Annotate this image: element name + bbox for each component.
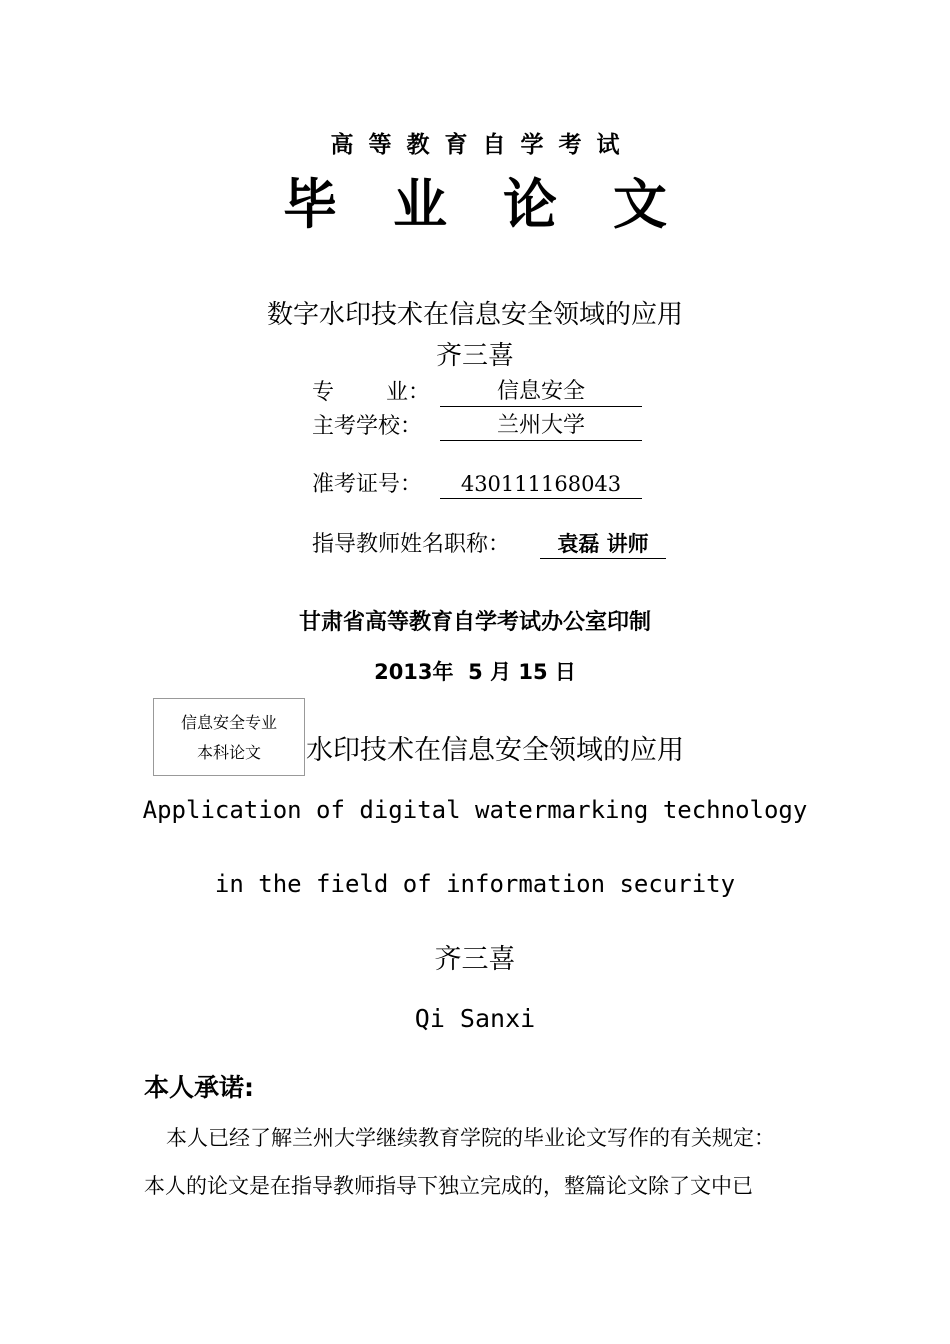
school-row xyxy=(312,412,585,442)
category-label-box xyxy=(153,698,305,776)
major-row xyxy=(312,378,585,408)
thesis-title-en-line2: in the field of information security xyxy=(214,870,736,898)
advisor-row xyxy=(312,530,649,560)
author-name-cover: 齐三喜 xyxy=(435,341,514,371)
exam-id-row xyxy=(312,470,622,500)
thesis-label: 毕业论文 xyxy=(283,173,723,236)
school-value: 兰州大学 xyxy=(440,412,642,441)
exam-id-value: 430111168043 xyxy=(440,470,642,499)
category-label-line1: 信息安全专业 xyxy=(180,713,277,732)
issuing-office: 甘肃省高等教育自学考试办公室印制 xyxy=(298,610,651,635)
thesis-title-cn-second: 水印技术在信息安全领域的应用 xyxy=(306,735,684,766)
pledge-text-line1: 本人已经了解兰州大学继续教育学院的毕业论文写作的有关规定： xyxy=(166,1126,775,1150)
advisor-label: 指导教师姓名职称： xyxy=(312,532,511,557)
issue-date: 2013年 5 月 15 日 xyxy=(374,660,576,684)
major-label-a: 专 xyxy=(312,380,335,405)
major-label-b: 业： xyxy=(386,380,431,405)
major-value: 信息安全 xyxy=(440,378,642,407)
school-label: 主考学校： xyxy=(312,414,423,439)
exam-id-label: 准考证号： xyxy=(312,472,423,497)
category-label-line2: 本科论文 xyxy=(196,743,261,762)
advisor-value: 袁磊 讲师 xyxy=(540,530,666,559)
pledge-heading: 本人承诺: xyxy=(144,1073,254,1102)
author-name-en: Qi Sanxi xyxy=(414,1004,536,1033)
exam-header: 高等教育自学考试 xyxy=(330,132,635,158)
thesis-title-cn: 数字水印技术在信息安全领域的应用 xyxy=(266,300,683,330)
pledge-text-line2: 本人的论文是在指导教师指导下独立完成的，整篇论文除了文中已 xyxy=(144,1174,753,1198)
thesis-title-en-line1: Application of digital watermarking technology xyxy=(142,796,808,824)
author-name-cn: 齐三喜 xyxy=(434,944,516,975)
